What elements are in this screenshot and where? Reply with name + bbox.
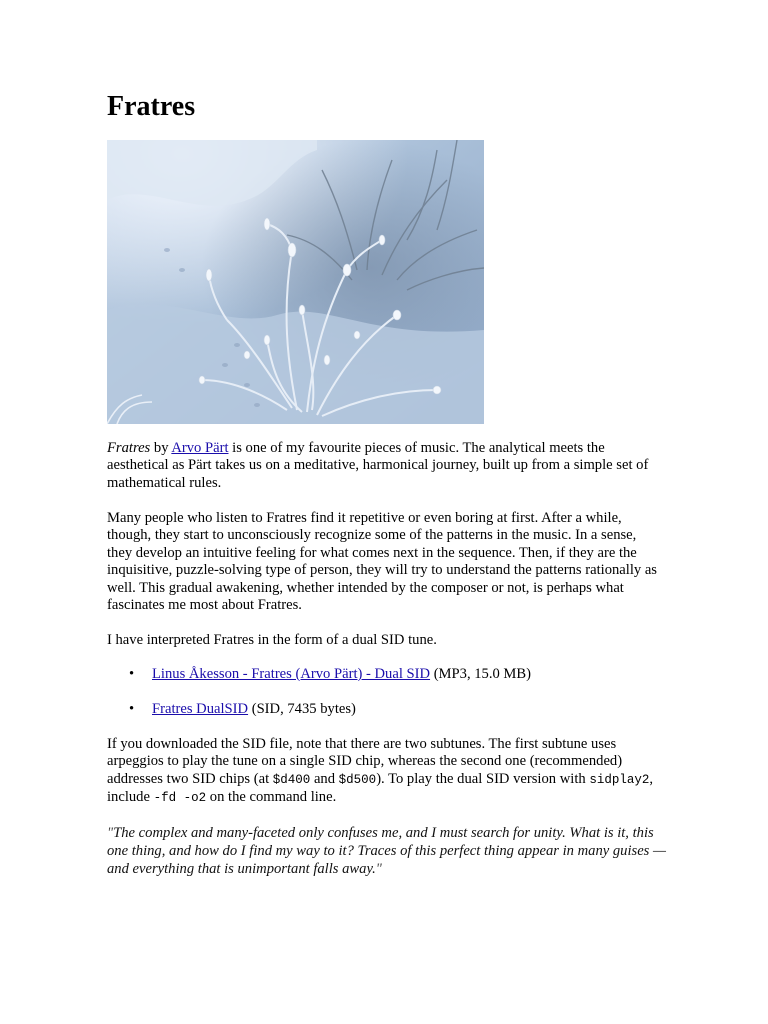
composer-quote [107,824,667,878]
address-d500: $d500 [338,772,377,787]
download-mp3-link[interactable]: Linus Åkesson - Fratres (Arvo Pärt) - Dual SID [152,666,431,682]
list-bullet: • [129,701,135,717]
list-bullet: • [129,666,135,682]
snow-plants-photo [107,140,484,424]
quote-text: The complex and many-faceted only confuses me, and I must search for unity. What is it, this one thing, and how do I find my way to it? Traces of this perfect thing appear in many guises — and everything that is unimportant falls away. [107,825,666,877]
subtunes-text-3: , include [107,770,653,806]
paragraph-dual-sid: I have interpreted Fratres in the form of a dual SID tune. [107,632,437,648]
snow-covered-plants-photo [107,140,484,424]
command-option: -fd -o2 [153,791,207,806]
download-mp3-info: (MP3, 15.0 MB) [430,666,531,682]
download-item-mp3 [107,666,662,701]
subtunes-and: and [310,770,339,787]
page-title: Fratres [107,91,196,122]
intro-rest: is one of my favourite pieces of music. The analytical meets the aesthetical as Pärt takes us on a meditative, harmonical journey, built up from a simple set of mathematical rules. [107,440,649,491]
intro-paragraph [107,440,662,492]
intro-by: by [150,440,172,456]
paragraph-listening: Many people who listen to Fratres find it repetitive or even boring at first. After a while, though, they start to unconsciously recognize some of the patterns in the music. In a sense, they develop an intuitive feeling for what comes next in the sequence. Then, if they are the inquisitive, puzzle-solving type of person, they will try to understand the patterns rationally as well. This gradual awakening, whether intended by the composer or not, is perhaps what fascinates me most about Fratres. [107,510,657,614]
composer-link[interactable]: Arvo Pärt [171,440,229,456]
download-list [107,666,662,736]
download-item-sid [107,701,662,736]
address-d400: $d400 [272,772,311,787]
quote-close-mark: " [375,861,382,877]
download-sid-info: (SID, 7435 bytes) [248,701,356,717]
download-sid-link[interactable]: Fratres DualSID [152,701,249,717]
paragraph-subtunes [107,736,662,808]
subtunes-text-1: If you downloaded the SID file, note that there are two subtunes. The first subtune uses arpeggios to play the tune on a single SID chip, whereas the second one (recommended) addresses two SID chips (at [107,736,623,787]
intro-title-italic: Fratres [107,440,151,456]
subtunes-text-2: ). To play the dual SID version with [376,770,590,787]
program-name: sidplay2 [589,772,650,787]
quote-open-mark: " [107,825,114,841]
subtunes-text-4: on the command line. [206,789,337,806]
